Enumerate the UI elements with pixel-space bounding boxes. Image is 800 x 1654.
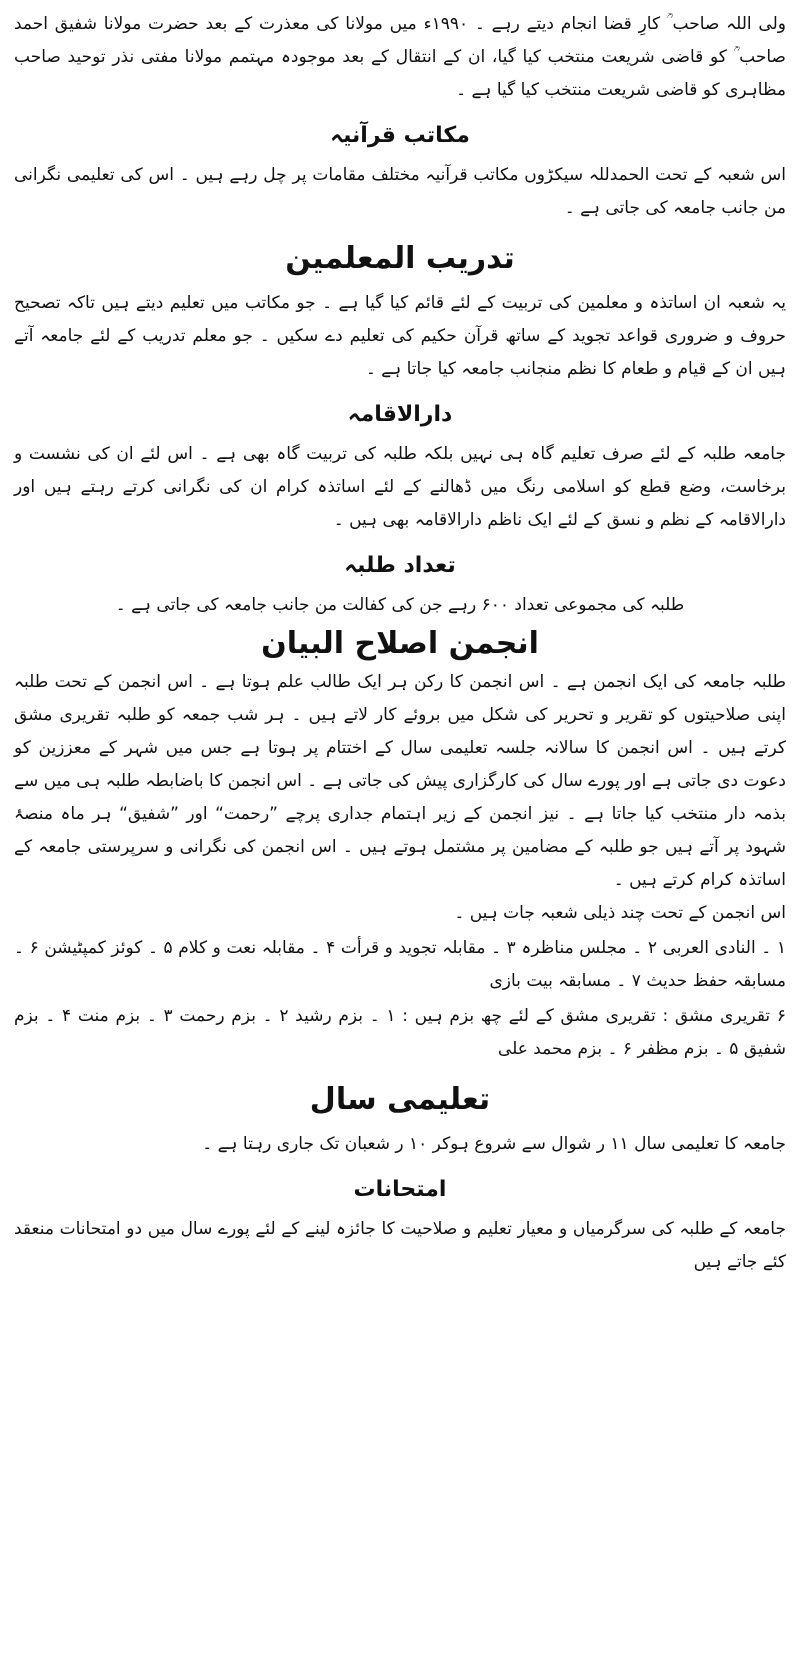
- heading-tadad-talaba: تعداد طلبہ: [344, 553, 456, 578]
- intro-paragraph: ولی اللہ صاحب ؒ کارِ قضا انجام دیتے رہے ۔ ۱۹۹۰ء میں مولانا کی معذرت کے بعد حضرت مولانا شفیق احمد صاحب ؒ کو قاضی شریعت منتخب کیا گیا، ان کے انتقال کے بعد موجودہ مہتمم مولانا مفتی نذر توحید صاحب مظاہری کو قاضی شریعت منتخب کیا گیا ہے ۔: [14, 14, 786, 100]
- heading-anjuman: انجمن اصلاح البیان: [261, 626, 539, 661]
- heading-makatib: مکاتب قرآنیہ: [330, 123, 470, 148]
- paragraph-anjuman: طلبہ جامعہ کی ایک انجمن ہے ۔ اس انجمن کا رکن ہر ایک طالب علم ہوتا ہے ۔ اس انجمن کے تحت طلبہ اپنی صلاحیتوں کو تقریر و تحریر کی شکل میں بروئے کار لاتے ہیں ۔ ہر شب جمعہ کو طلبہ تقریری مشق کرتے ہیں ۔ اس انجمن کا سالانہ جلسہ تعلیمی سال کے اختتام پر ہوتا ہے جس میں شہر کے معززین کو دعوت دی جاتی ہے اور پورے سال کی کارگزاری پیش کی جاتی ہے ۔ اس انجمن کا باضابطہ طلبہ ہی میں سے بذمہ دار منتخب کیا جاتا ہے ۔ نیز انجمن کے زیر اہتمام جداری پرچے ”رحمت“ اور ”شفیق“ ہر ماہ منصۂ شہود پر آتے ہیں جو طلبہ کے مضامین پر مشتمل ہوتے ہیں ۔ اس انجمن کی نگرانی و سرپرستی جامعہ کے اساتذہ کرام کرتے ہیں ۔: [14, 672, 786, 890]
- paragraph-anjuman-sub-intro: اس انجمن کے تحت چند ذیلی شعبہ جات ہیں ۔: [454, 903, 786, 923]
- list-speech-circles: ۶ تقریری مشق : تقریری مشق کے لئے چھ بزم ہیں : ۱ ۔ بزم رشید ۲ ۔ بزم رحمت ۳ ۔ بزم منت ۴ ۔ بزم شفیق ۵ ۔ بزم مظفر ۶ ۔ بزم محمد علی: [14, 1006, 787, 1059]
- paragraph-makatib: اس شعبہ کے تحت الحمدللہ سیکڑوں مکاتب قرآنیہ مختلف مقامات پر چل رہے ہیں ۔ اس کی تعلیمی نگرانی من جانب جامعہ کی جاتی ہے ۔: [14, 165, 786, 218]
- heading-tadreeb: تدریب المعلمین: [285, 241, 515, 276]
- paragraph-darul-iqama: جامعہ طلبہ کے لئے صرف تعلیم گاہ ہی نہیں بلکہ طلبہ کی تربیت گاہ بھی ہے ۔ اس لئے ان کی نشست و برخاست، وضع قطع کو اسلامی رنگ میں ڈھالنے کے لئے اساتذہ کرام ان کی نگرانی کرتے رہتے ہیں اور دارالاقامہ کے نظم و نسق کے لئے ایک ناظم دارالاقامہ بھی ہیں ۔: [14, 444, 786, 530]
- heading-taleemi-saal: تعلیمی سال: [309, 1082, 491, 1117]
- paragraph-taleemi-saal: جامعہ کا تعلیمی سال ۱۱ ر شوال سے شروع ہوکر ۱۰ ر شعبان تک جاری رہتا ہے ۔: [202, 1134, 786, 1154]
- paragraph-tadreeb: یہ شعبہ ان اساتذہ و معلمین کی تربیت کے لئے قائم کیا گیا ہے ۔ جو مکاتب میں تعلیم دیتے ہیں تاکہ تصحیح حروف و ضروری قواعد تجوید کے ساتھ قرآن حکیم کی تعلیم دے سکیں ۔ جو معلم تدریب کے لئے جامعہ آتے ہیں ان کے قیام و طعام کا نظم منجانب جامعہ کیا جاتا ہے ۔: [14, 293, 786, 379]
- paragraph-imtihanat: جامعہ کے طلبہ کی سرگرمیاں و معیار تعلیم و صلاحیت کا جائزہ لینے کے لئے پورے سال میں دو امتحانات منعقد کئے جاتے ہیں: [14, 1219, 786, 1272]
- heading-darul-iqama: دارالاقامہ: [347, 402, 453, 427]
- list-sub-departments: ۱ ۔ النادی العربی ۲ ۔ مجلس مناظرہ ۳ ۔ مقابلہ تجوید و قرأت ۴ ۔ مقابلہ نعت و کلام ۵ ۔ کوئز کمپٹیشن ۶ ۔ مسابقہ حفظ حدیث ۷ ۔ مسابقہ بیت بازی: [14, 938, 786, 991]
- heading-imtihanat: امتحانات: [353, 1177, 447, 1202]
- paragraph-tadad-talaba: طلبہ کی مجموعی تعداد ۶۰۰ رہے جن کی کفالت من جانب جامعہ کی جاتی ہے ۔: [115, 595, 685, 615]
